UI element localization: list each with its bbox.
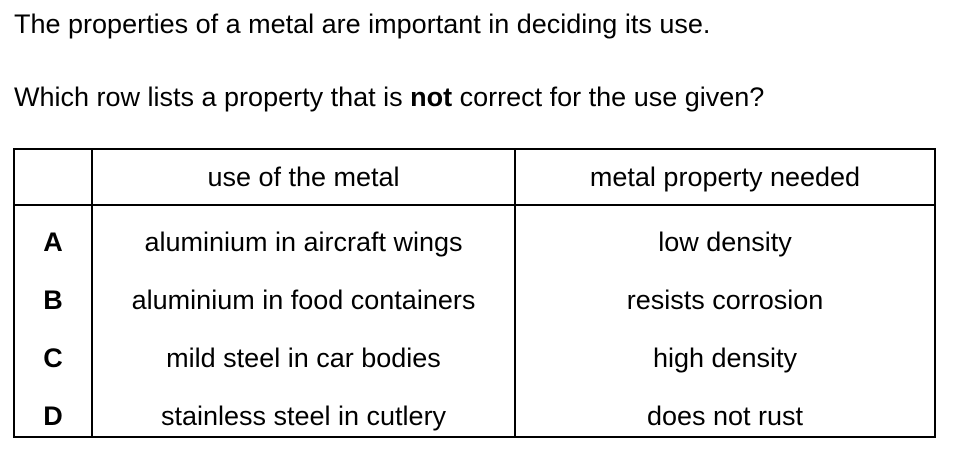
- row-letter[interactable]: A: [43, 226, 63, 257]
- row-use: aluminium in food containers: [131, 284, 476, 315]
- answer-table: [13, 148, 936, 438]
- question-before: Which row lists a property that is: [14, 82, 411, 112]
- row-use: stainless steel in cutlery: [160, 400, 447, 431]
- header-property: metal property needed: [589, 161, 861, 192]
- row-property: low density: [658, 226, 792, 257]
- row-use: mild steel in car bodies: [166, 342, 441, 373]
- question-text: [14, 79, 764, 115]
- row-letter[interactable]: B: [43, 284, 63, 315]
- row-letter[interactable]: C: [43, 342, 63, 373]
- table-header-divider: [15, 204, 934, 206]
- question-after: correct for the use given?: [452, 82, 765, 112]
- row-letter[interactable]: D: [43, 400, 63, 431]
- row-property: resists corrosion: [626, 284, 824, 315]
- row-use: aluminium in aircraft wings: [144, 226, 463, 257]
- intro-text: The properties of a metal are important in deciding its use.: [14, 9, 711, 39]
- row-property: does not rust: [646, 400, 804, 431]
- question-emphasis: not: [410, 82, 453, 112]
- row-property: high density: [652, 342, 798, 373]
- header-use: use of the metal: [207, 161, 400, 192]
